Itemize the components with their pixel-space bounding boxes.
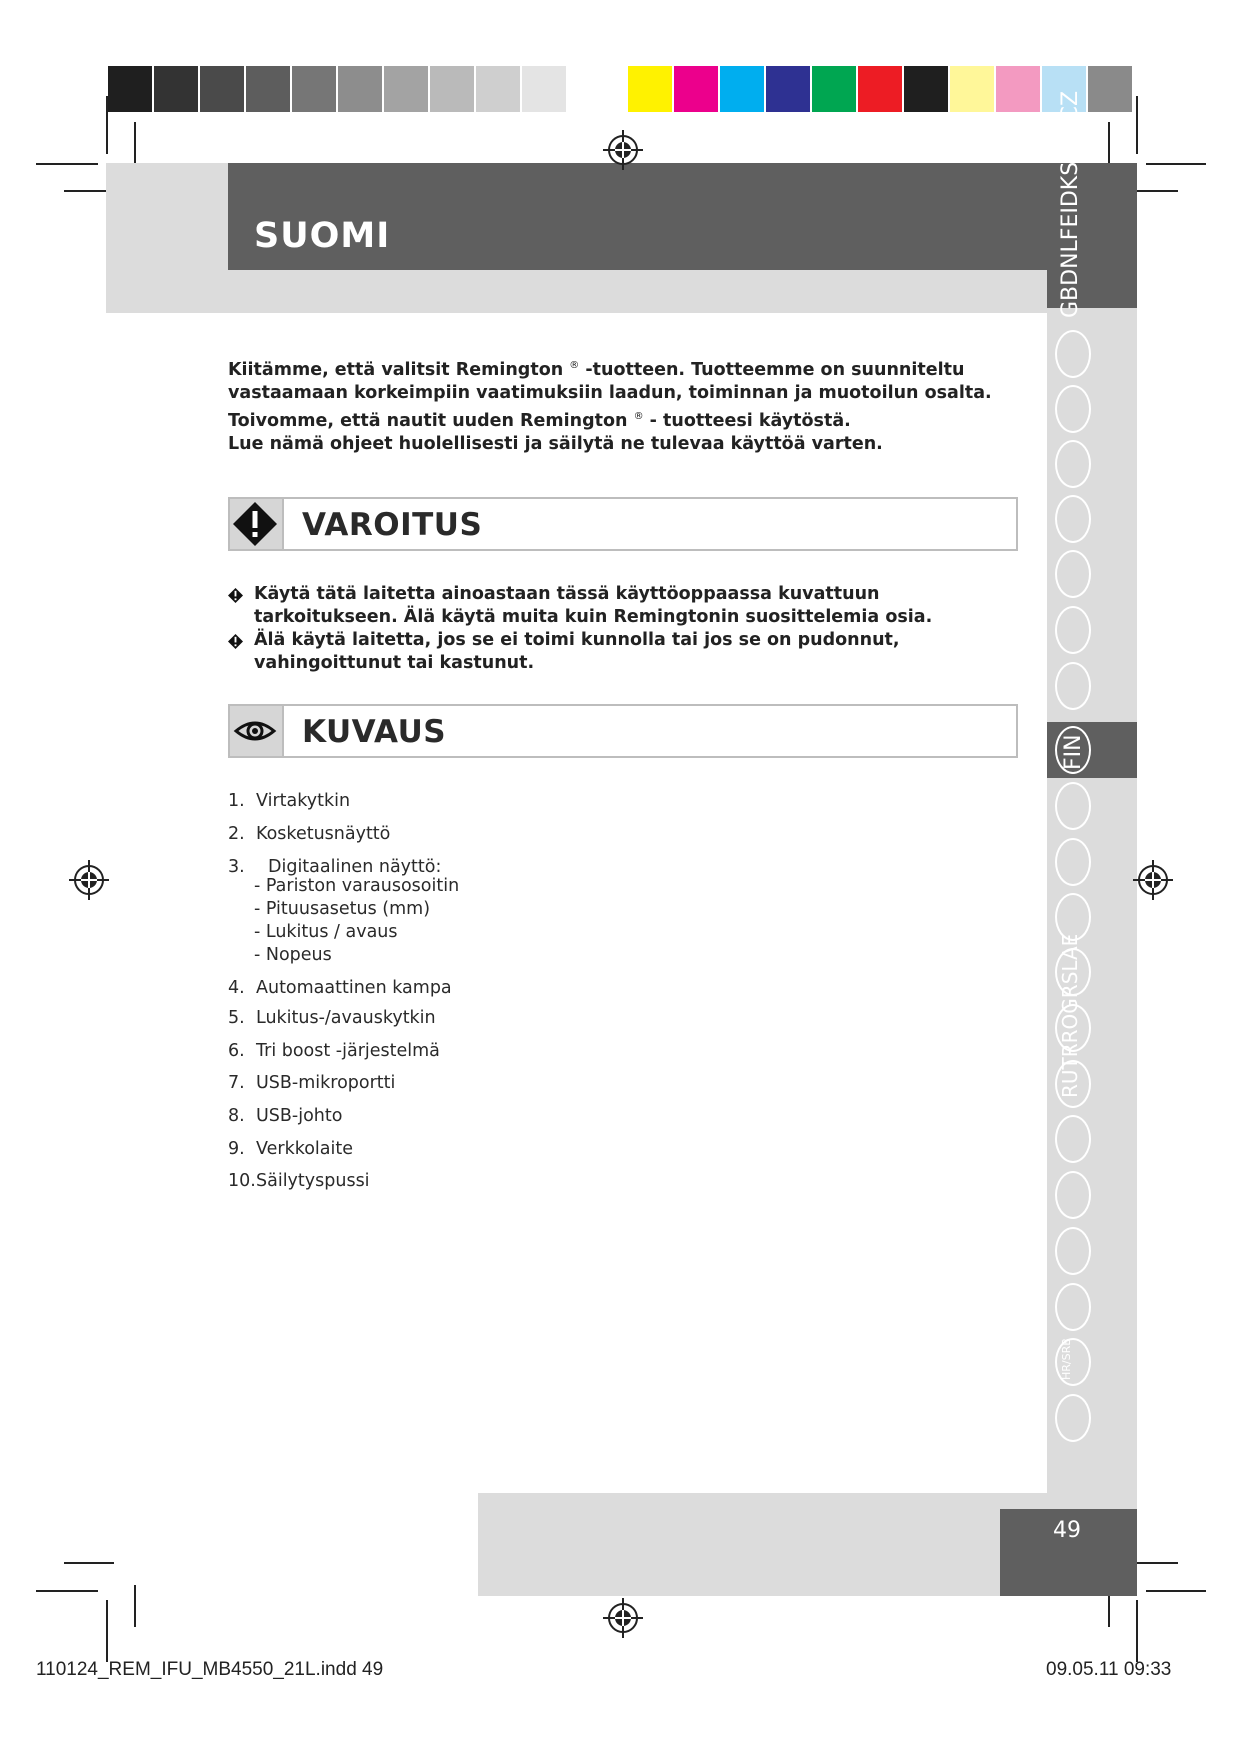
color-swatch (108, 66, 154, 112)
tab-circle (1055, 550, 1091, 598)
footer-file-name: 110124_REM_IFU_MB4550_21L.indd 49 (36, 1659, 384, 1680)
color-swatch (628, 66, 674, 112)
warning-icon-box (230, 499, 284, 549)
list-item: 5. Lukitus-/avauskytkin (228, 1008, 436, 1028)
color-swatch (720, 66, 766, 112)
crop-mark (64, 1562, 114, 1564)
color-swatch (246, 66, 292, 112)
color-swatch (522, 66, 568, 112)
color-swatch (858, 66, 904, 112)
crop-mark (106, 96, 108, 154)
registration-mark-icon (601, 1596, 645, 1640)
crop-mark (36, 163, 98, 165)
color-swatch (904, 66, 950, 112)
color-swatch (674, 66, 720, 112)
description-heading: KUVAUS (302, 714, 447, 750)
list-item: 1. Virtakytkin (228, 791, 351, 811)
description-section-header (228, 704, 1018, 758)
tab-circle (1055, 838, 1091, 886)
tab-circle (1055, 782, 1091, 830)
warning-diamond-icon (230, 499, 280, 549)
list-item: 4. Automaattinen kampa (228, 978, 452, 998)
page-title: SUOMI (254, 216, 391, 256)
eye-icon (230, 706, 280, 756)
color-swatch (568, 66, 614, 112)
language-tab-top: GBDNLFEIDKSPSKCZ (1058, 90, 1083, 318)
tab-circle (1055, 606, 1091, 654)
list-item: 3. Digitaalinen näyttö: (228, 857, 442, 877)
tab-circle (1055, 330, 1091, 378)
warning-item: Älä käytä laitetta, jos se ei toimi kunnolla tai jos se on pudonnut, vahingoittunut tai kastunut. (228, 629, 1028, 675)
tab-circle (1055, 440, 1091, 488)
tab-circle (1055, 495, 1091, 543)
warning-bullet-icon (228, 634, 243, 649)
crop-mark (1146, 163, 1206, 165)
language-tab-fin[interactable]: FIN (1061, 734, 1086, 770)
title-band (228, 163, 1137, 270)
gray-color-bar (108, 66, 614, 112)
list-sub-item: - Nopeus (254, 945, 332, 965)
color-swatch (766, 66, 812, 112)
color-swatch (200, 66, 246, 112)
tab-circle (1055, 1171, 1091, 1219)
list-sub-item: - Pituusasetus (mm) (254, 899, 431, 919)
warning-section-header (228, 497, 1018, 551)
color-swatch (996, 66, 1042, 112)
language-tab-bottom: RUTRROGRSLAE (1058, 933, 1082, 1098)
tab-circle (1055, 385, 1091, 433)
list-item: 2. Kosketusnäyttö (228, 824, 391, 844)
list-item: 10.Säilytyspussi (228, 1171, 370, 1191)
warning-list (228, 583, 1028, 675)
footer-date: 09.05.11 09:33 (1046, 1659, 1172, 1680)
list-sub-item: - Lukitus / avaus (254, 922, 398, 942)
registration-mark-icon (67, 858, 111, 902)
color-swatch (154, 66, 200, 112)
color-swatch (950, 66, 996, 112)
list-item: 6. Tri boost -järjestelmä (228, 1041, 440, 1061)
intro-text: Kiitämme, että valitsit Remington ® -tuotteen. Tuotteemme on suunniteltu vastaamaan korkeimpiin vaatimuksiin laadun, toiminnan ja muotoilun osalta. Toivomme, että nautit uuden Remington ® - tuotteesi käytöstä. Lue nämä ohjeet huolellisesti ja säilytä ne tulevaa käyttöä varten. (228, 359, 992, 454)
list-sub-item: - Pariston varausosoitin (254, 876, 460, 896)
color-swatch (812, 66, 858, 112)
color-swatch (476, 66, 522, 112)
color-swatch (384, 66, 430, 112)
color-swatch (338, 66, 384, 112)
color-swatch (292, 66, 338, 112)
list-item: 7. USB-mikroportti (228, 1073, 396, 1093)
tab-circle (1055, 662, 1091, 710)
tab-circle (1055, 1227, 1091, 1275)
crop-mark (36, 1590, 98, 1592)
registration-mark-icon (1131, 858, 1175, 902)
page-number-box (1000, 1509, 1137, 1596)
warning-bullet-icon (228, 588, 243, 603)
crop-mark (1146, 1590, 1206, 1592)
color-swatch (1088, 66, 1134, 112)
page-number: 49 (1053, 1518, 1081, 1543)
warning-heading: VAROITUS (302, 507, 483, 543)
tab-circle (1055, 1394, 1091, 1442)
tab-circle (1055, 1283, 1091, 1331)
crop-mark (1136, 96, 1138, 154)
eye-icon-box (230, 706, 284, 756)
list-item: 8. USB-johto (228, 1106, 343, 1126)
warning-item: Käytä tätä laitetta ainoastaan tässä käyttöoppaassa kuvattuun tarkoitukseen. Älä käytä muita kuin Remingtonin suosittelemia osia. (228, 583, 1028, 629)
color-swatch (430, 66, 476, 112)
crop-mark (134, 1585, 136, 1627)
registration-mark-icon (601, 128, 645, 172)
crop-mark (1136, 1600, 1138, 1662)
list-item: 9. Verkkolaite (228, 1139, 354, 1159)
language-tab-hr-srb: HR/SRB (1060, 1338, 1073, 1380)
crop-mark (106, 1600, 108, 1662)
tab-circle (1055, 1115, 1091, 1163)
